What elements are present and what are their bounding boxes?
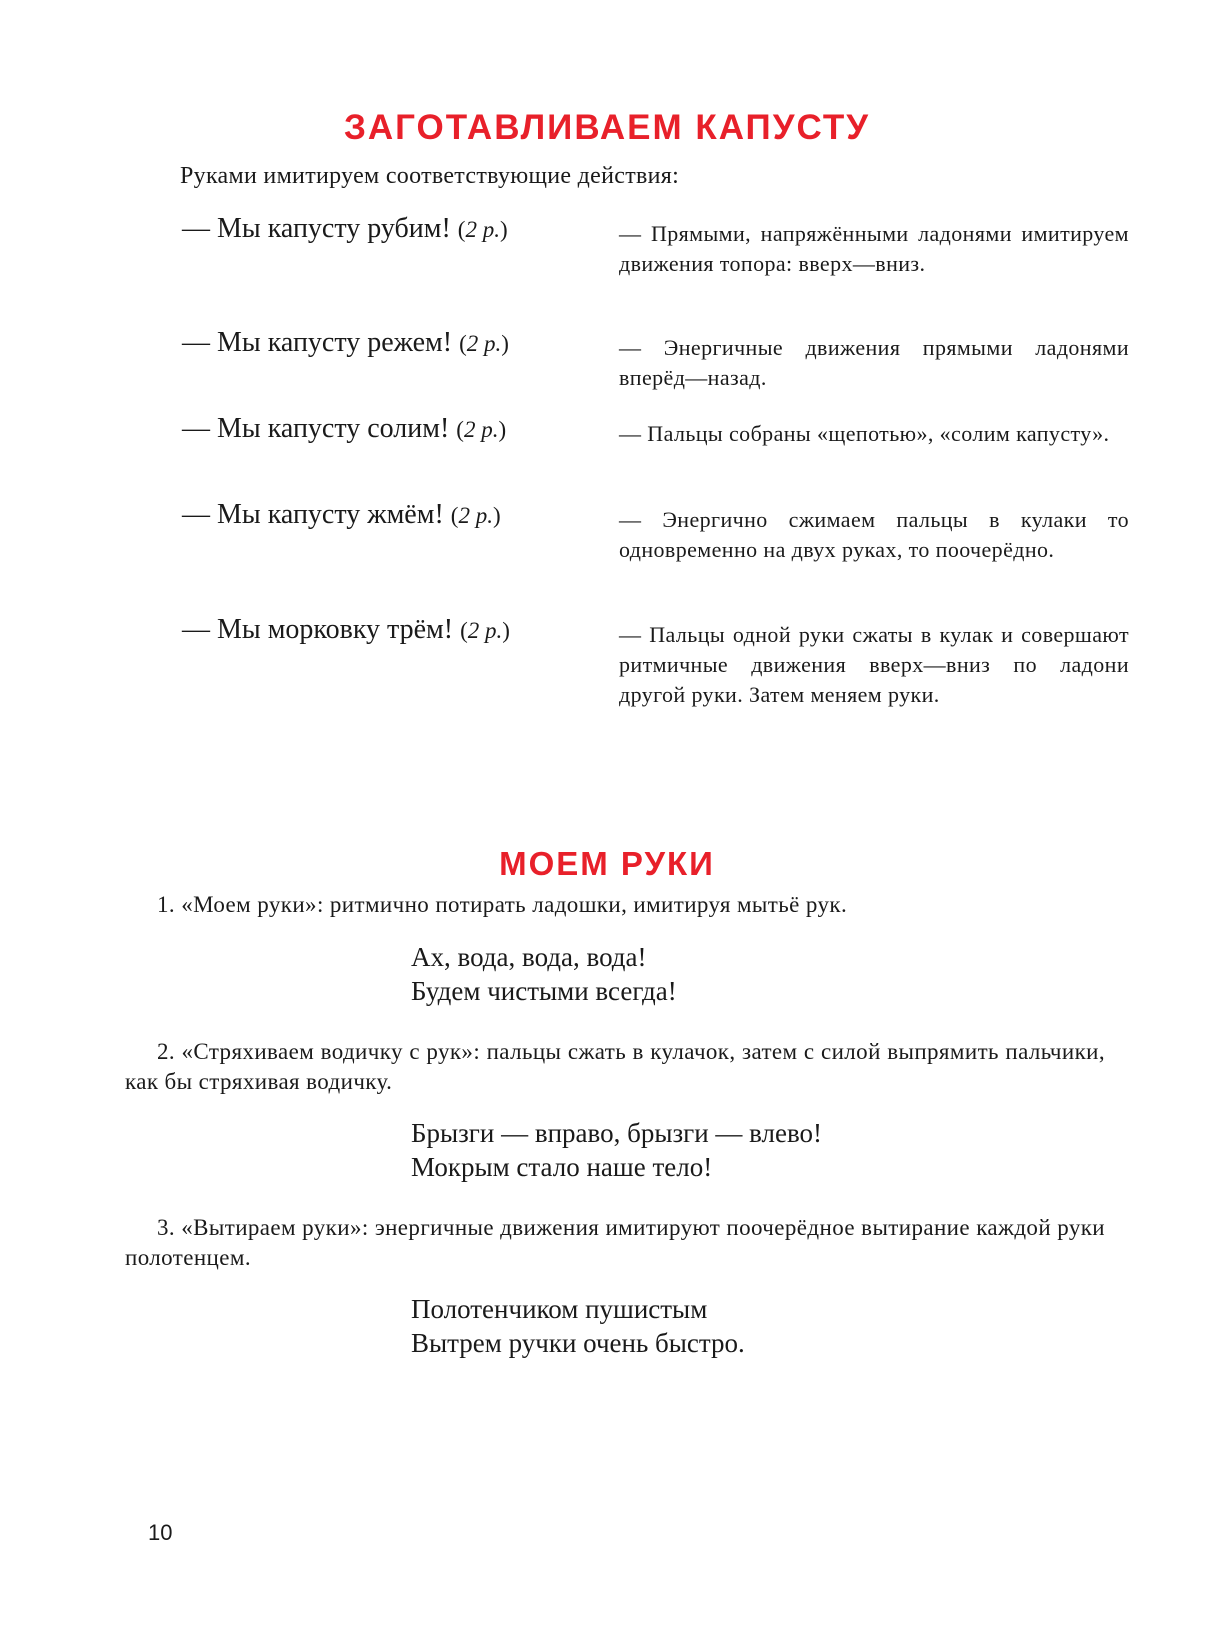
verse-line: — Мы капусту рубим! (2 р.)	[182, 213, 508, 244]
instruction-item: 2. «Стряхиваем водичку с рук»: пальцы сжать в кулачок, затем с силой выпрямить пальчики, как бы стряхивая водичку.	[125, 1039, 1105, 1094]
action-description: — Энергичные движения прямыми ладонями вперёд—назад.	[619, 335, 1129, 390]
action-description: — Пальцы одной руки сжаты в кулак и совершают ритмичные движения вверх—вниз по ладони другой руки. Затем меняем руки.	[619, 622, 1129, 707]
section-intro: Руками имитируем соответствующие действия:	[180, 163, 680, 189]
section-title-wash-hands: МОЕМ РУКИ	[499, 845, 715, 882]
verse-line: — Мы капусту режем! (2 р.)	[182, 327, 509, 358]
verse-line: — Мы капусту солим! (2 р.)	[182, 413, 507, 444]
verse-line: — Мы морковку трём! (2 р.)	[182, 614, 510, 645]
poem-line: Полотенчиком пушистым	[411, 1294, 708, 1324]
poem-stanza	[411, 940, 677, 1008]
instruction-item: 1. «Моем руки»: ритмично потирать ладошки, имитируя мытьё рук.	[157, 892, 848, 917]
poem-line: Мокрым стало наше тело!	[411, 1152, 713, 1182]
instruction-item: 3. «Вытираем руки»: энергичные движения имитируют поочерёдное вытирание каждой руки полотенцем.	[125, 1215, 1105, 1270]
poem-line: Ах, вода, вода, вода!	[411, 942, 647, 972]
page-number: 10	[148, 1520, 173, 1545]
poem-line: Будем чистыми всегда!	[411, 976, 677, 1006]
action-description: — Энергично сжимаем пальцы в кулаки то одновременно на двух руках, то поочерёдно.	[619, 507, 1129, 562]
action-description: — Прямыми, напряжёнными ладонями имитируем движения топора: вверх—вниз.	[619, 221, 1129, 276]
poem-stanza	[411, 1292, 745, 1360]
section-title-cabbage: ЗАГОТАВЛИВАЕМ КАПУСТУ	[343, 108, 871, 147]
poem-line: Вытрем ручки очень быстро.	[411, 1328, 745, 1358]
action-description: — Пальцы собраны «щепотью», «солим капусту».	[619, 421, 1110, 446]
poem-stanza	[411, 1116, 822, 1184]
verse-line: — Мы капусту жмём! (2 р.)	[182, 499, 501, 530]
poem-line: Брызги — вправо, брызги — влево!	[411, 1118, 823, 1148]
